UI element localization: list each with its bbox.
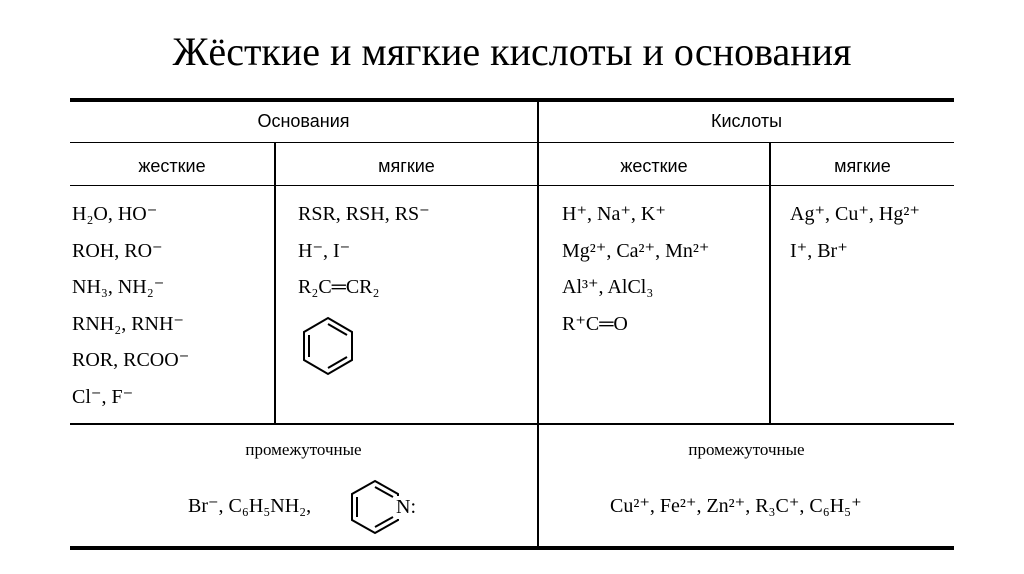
list-item: ROH, RO⁻	[72, 239, 163, 262]
list-item: RSR, RSH, RS⁻	[298, 203, 430, 225]
acids-hard-list	[562, 196, 709, 342]
intermediate-bases: Br⁻, C₆H₅NH₂,	[188, 495, 312, 517]
list-item: Mg²⁺, Ca²⁺, Mn²⁺	[562, 239, 710, 262]
list-item: R₂C═CR₂	[298, 276, 380, 298]
list-item: R⁺C═O	[562, 312, 628, 335]
intermediate-label-bases: промежуточные	[245, 440, 362, 459]
subheader-bases-soft: мягкие	[378, 156, 435, 176]
bases-hard-list	[72, 196, 189, 415]
subheader-divider	[70, 185, 954, 186]
acids-soft-list	[790, 196, 920, 269]
list-item: I⁺, Br⁺	[790, 239, 848, 262]
table-bottom-rule	[70, 546, 954, 550]
list-item: Al³⁺, AlCl₃	[562, 276, 654, 298]
subheader-acids-soft: мягкие	[834, 156, 891, 176]
list-item: RNH₂, RNH⁻	[72, 312, 184, 335]
intermediate-label-acids: промежуточные	[688, 440, 805, 459]
list-item: H⁺, Na⁺, K⁺	[562, 203, 666, 225]
column-divider-acids	[769, 142, 771, 423]
list-item: NH₃, NH₂⁻	[72, 276, 165, 298]
table-top-rule	[70, 98, 954, 102]
pyridine-nitrogen-label: N:	[396, 496, 416, 518]
list-item: H⁻, I⁻	[298, 239, 351, 262]
header-divider	[70, 142, 954, 143]
list-item: H₂O, HO⁻	[72, 203, 158, 225]
list-item: ROR, RCOO⁻	[72, 349, 190, 371]
bases-soft-list	[298, 196, 430, 306]
intermediate-divider	[70, 423, 954, 425]
list-item: Cl⁻, F⁻	[72, 385, 134, 408]
header-bases: Основания	[257, 111, 350, 131]
subheader-acids-hard: жесткие	[620, 156, 688, 176]
column-divider-bases	[274, 142, 276, 423]
list-item: Ag⁺, Cu⁺, Hg²⁺	[790, 203, 920, 225]
intermediate-acids: Cu²⁺, Fe²⁺, Zn²⁺, R₃C⁺, C₆H₅⁺	[610, 495, 862, 517]
benzene-ring-icon	[296, 314, 360, 378]
header-acids: Кислоты	[710, 111, 783, 131]
page-title: Жёсткие и мягкие кислоты и основания	[172, 29, 852, 74]
subheader-bases-hard: жесткие	[138, 156, 206, 176]
